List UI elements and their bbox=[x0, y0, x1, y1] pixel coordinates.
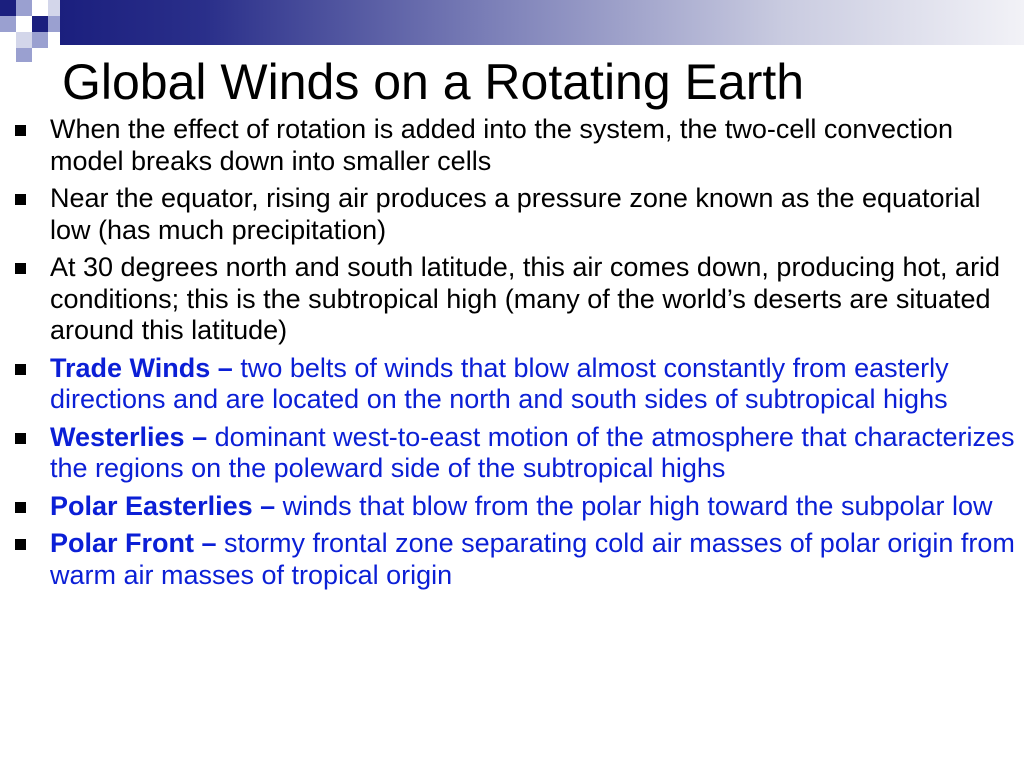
decorative-square bbox=[16, 48, 32, 62]
decorative-square bbox=[32, 32, 48, 48]
decorative-square bbox=[0, 0, 16, 16]
bullet-text: stormy frontal zone separating cold air masses of polar origin from warm air masses of tropical origin bbox=[50, 528, 1015, 590]
decorative-square bbox=[16, 32, 32, 48]
square-bullet-icon bbox=[15, 194, 26, 205]
decorative-square bbox=[16, 0, 32, 16]
bullet-term: Polar Front – bbox=[50, 528, 225, 558]
decorative-square bbox=[16, 16, 32, 32]
square-bullet-icon bbox=[15, 263, 26, 274]
bullet-item-subtropical-high bbox=[14, 252, 1016, 347]
square-bullet-icon bbox=[15, 502, 26, 513]
bullet-text: When the effect of rotation is added into the system, the two-cell convection model breaks down into smaller cells bbox=[50, 114, 953, 176]
bullet-term: Polar Easterlies – bbox=[50, 490, 283, 521]
bullet-item-polar-front bbox=[14, 528, 1016, 591]
decorative-square bbox=[32, 0, 48, 16]
bullet-text: At 30 degrees north and south latitude, this air comes down, producing hot, arid conditions; this is the subtropical high (many of the world’s deserts are situated around this latitude) bbox=[50, 252, 1001, 345]
bullet-text: winds that blow from the polar high toward the subpolar low bbox=[282, 490, 993, 521]
slide-title: Global Winds on a Rotating Earth bbox=[62, 54, 805, 110]
decorative-square bbox=[0, 32, 16, 48]
bullet-list bbox=[14, 114, 1016, 597]
bullet-item-trade-winds bbox=[14, 353, 1016, 416]
header-gradient-bar bbox=[60, 0, 1024, 45]
bullet-term: Trade Winds – bbox=[50, 352, 241, 383]
square-bullet-icon bbox=[15, 539, 26, 550]
bullet-text: Near the equator, rising air produces a pressure zone known as the equatorial low (has much precipitation) bbox=[50, 183, 981, 245]
decorative-square bbox=[48, 0, 60, 16]
square-bullet-icon bbox=[15, 433, 26, 444]
square-bullet-icon bbox=[15, 364, 26, 375]
square-bullet-icon bbox=[15, 125, 26, 136]
bullet-item-westerlies bbox=[14, 422, 1016, 485]
bullet-text: dominant west-to-east motion of the atmosphere that characterizes the regions on the poleward side of the subtropical highs bbox=[50, 421, 1015, 483]
decorative-square bbox=[48, 16, 60, 32]
bullet-term: Westerlies – bbox=[50, 421, 215, 452]
decorative-square bbox=[32, 16, 48, 32]
decorative-square bbox=[0, 16, 16, 32]
bullet-item-polar-easterlies bbox=[14, 491, 1016, 523]
bullet-item-rotation bbox=[14, 114, 1016, 177]
bullet-text: two belts of winds that blow almost constantly from easterly directions and are located on the north and south sides of subtropical highs bbox=[50, 352, 949, 414]
bullet-item-equatorial-low bbox=[14, 183, 1016, 246]
